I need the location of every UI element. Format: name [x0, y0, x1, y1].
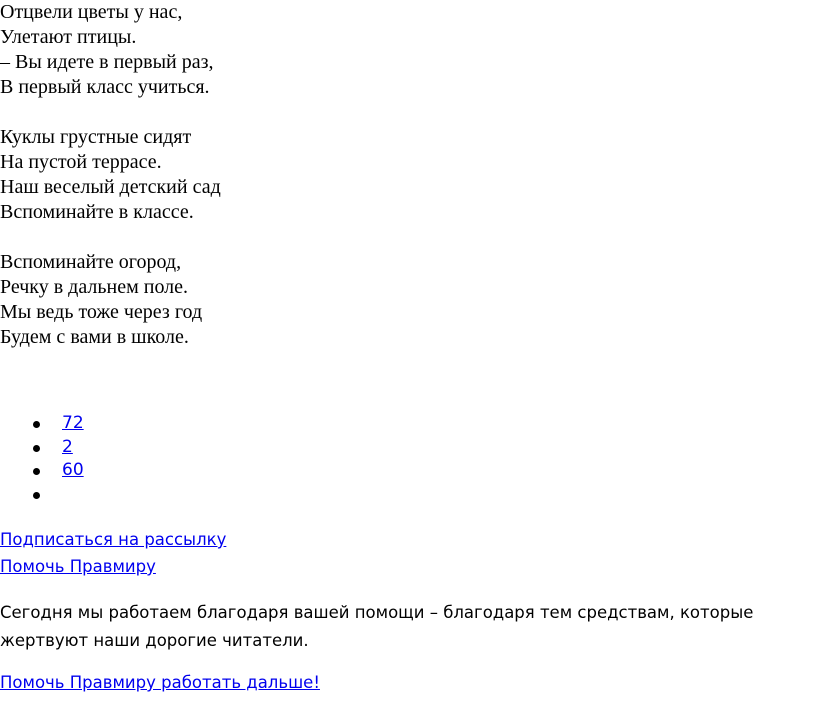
poem-line: Речку в дальнем поле.: [0, 276, 189, 298]
poem-line: На пустой террасе.: [0, 151, 162, 173]
poem-line: Будем с вами в школе.: [0, 326, 189, 348]
poem-line: Куклы грустные сидят: [0, 126, 192, 148]
poem-line: Улетают птицы.: [0, 26, 137, 48]
poem-line: Вспоминайте в классе.: [0, 201, 194, 223]
poem-line: Вспоминайте огород,: [0, 251, 182, 273]
poem-line: В первый класс учиться.: [0, 76, 210, 98]
poem-stanza-2: [0, 125, 221, 225]
bullet-icon: [33, 492, 40, 499]
help-pravmir-further-link[interactable]: Помочь Правмиру работать дальше!: [0, 673, 320, 692]
subscribe-link[interactable]: Подписаться на рассылку: [0, 530, 227, 549]
bullet-icon: [33, 421, 40, 428]
stats-comments-link[interactable]: 2: [62, 436, 73, 457]
poem-stanza-3: [0, 250, 221, 350]
bullet-icon: [33, 445, 40, 452]
poem-stanza-1: [0, 0, 221, 100]
stats-item-comments: [0, 436, 84, 460]
poem: [0, 0, 221, 375]
stats-list: [0, 412, 84, 506]
stats-views-link[interactable]: 72: [62, 413, 84, 433]
stats-item-empty: [0, 483, 84, 507]
support-text: Сегодня мы работаем благодаря вашей помощи – благодаря тем средствам, которые жертвуют наши дорогие читатели.: [0, 603, 754, 650]
poem-line: Наш веселый детский сад: [0, 176, 221, 198]
help-pravmir-link[interactable]: Помочь Правмиру: [0, 557, 156, 576]
bullet-icon: [33, 468, 40, 475]
poem-line: – Вы идете в первый раз,: [0, 51, 214, 73]
stats-item-views: [0, 412, 84, 436]
poem-line: Отцвели цветы у нас,: [0, 1, 183, 23]
stats-likes-link[interactable]: 60: [62, 460, 84, 480]
stats-item-likes: [0, 459, 84, 483]
poem-line: Мы ведь тоже через год: [0, 301, 203, 323]
